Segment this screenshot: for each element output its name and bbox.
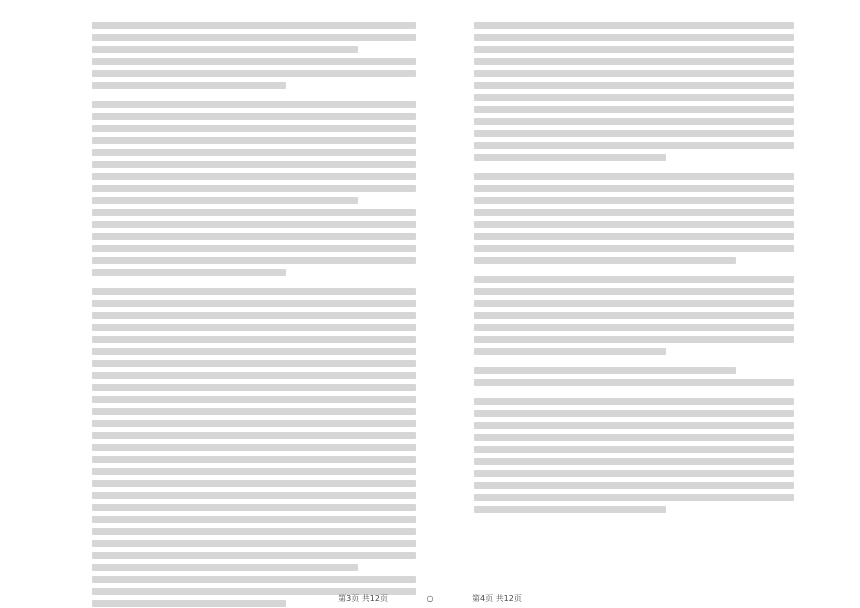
question-block <box>474 276 794 355</box>
page-footer <box>0 593 860 604</box>
passage-block <box>474 22 794 161</box>
passage-block <box>92 101 416 276</box>
right-page-number: 第4页 共12页 <box>472 594 522 603</box>
question-block <box>92 22 416 89</box>
question-block <box>474 367 794 386</box>
left-page-number: 第3页 共12页 <box>338 594 388 603</box>
passage-block <box>92 288 416 607</box>
page-separator: ○ <box>426 594 434 603</box>
page-right <box>430 0 860 608</box>
question-block <box>474 173 794 264</box>
passage-block <box>474 398 794 513</box>
